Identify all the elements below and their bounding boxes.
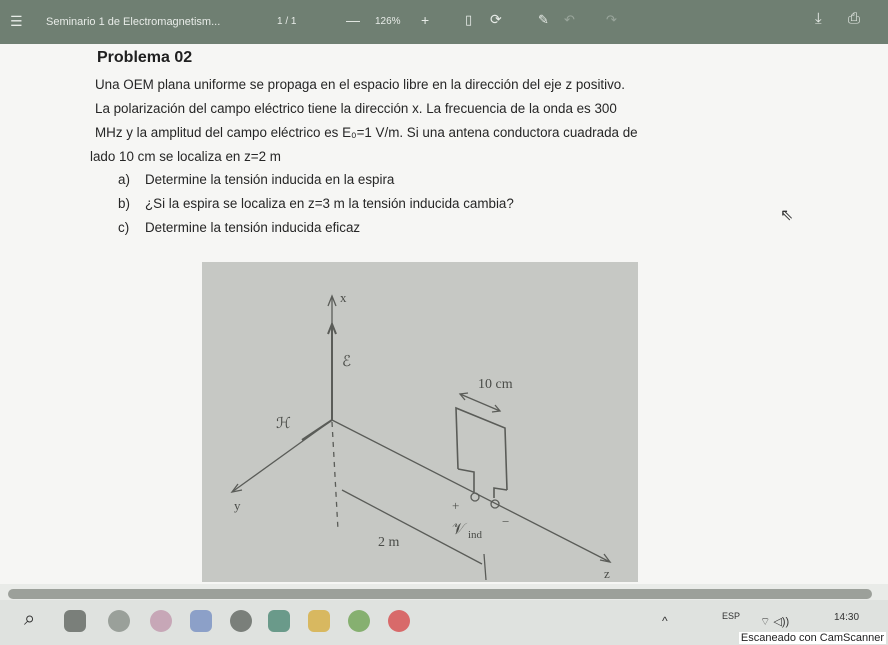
edge-icon[interactable] — [108, 610, 130, 632]
horizontal-scrollbar[interactable] — [8, 589, 872, 599]
chrome-icon[interactable] — [230, 610, 252, 632]
figure-loop-antenna — [202, 262, 638, 582]
terminal-left — [471, 493, 479, 501]
draw-icon[interactable]: ✎ — [538, 12, 549, 27]
h-field-arrow — [302, 420, 332, 440]
page-indicator[interactable]: 1 / 1 — [277, 16, 297, 27]
question-item — [118, 168, 514, 192]
problem-heading: Problema 02 — [97, 49, 193, 66]
language-indicator[interactable]: ESP — [722, 611, 741, 621]
print-icon[interactable]: ⎙ — [848, 10, 861, 27]
dashed-guide-line — [332, 422, 338, 530]
label-distance: 2 m — [378, 535, 400, 550]
rotate-icon[interactable]: ⟳ — [490, 11, 502, 27]
question-letter: b) — [118, 196, 130, 211]
redo-icon[interactable]: ↷ — [606, 12, 617, 27]
loop-lead-right — [494, 488, 507, 498]
document-title: Seminario 1 de Electromagnetism... — [46, 16, 221, 28]
problem-statement — [90, 73, 775, 169]
network-volume-icon[interactable]: ⌔ ◁)) — [760, 616, 790, 628]
question-list — [118, 168, 514, 240]
label-induced-voltage: 𝒱 — [452, 521, 466, 538]
zoom-in-button[interactable]: + — [421, 12, 430, 28]
task-view-icon[interactable] — [64, 610, 86, 632]
file-explorer-icon[interactable] — [308, 610, 330, 632]
label-side-length: 10 cm — [478, 377, 513, 392]
question-letter: c) — [118, 220, 130, 235]
search-icon[interactable]: ⌕ — [24, 608, 36, 630]
tray-expand-icon[interactable]: ^ — [662, 614, 668, 628]
question-text: ¿Si la espira se localiza en z=3 m la tensión inducida cambia? — [145, 196, 514, 211]
scanner-watermark: Escaneado con CamScanner — [740, 632, 884, 644]
label-z: z — [604, 566, 610, 581]
square-loop — [456, 408, 507, 490]
question-item — [118, 216, 514, 240]
figure-diagram — [202, 262, 638, 582]
question-item — [118, 192, 514, 216]
mouse-cursor-icon: ⇖ — [780, 207, 794, 224]
side-dimension-line — [460, 394, 500, 411]
label-h-field: ℋ — [276, 416, 291, 432]
label-e-field: ℰ — [342, 354, 352, 370]
teams-icon[interactable] — [190, 610, 212, 632]
question-text: Determine la tensión inducida eficaz — [145, 220, 361, 235]
app-icon[interactable] — [348, 610, 370, 632]
store-icon[interactable] — [268, 610, 290, 632]
zoom-level[interactable]: 126% — [375, 16, 401, 27]
clock[interactable]: 14:30 — [834, 612, 860, 623]
statement-line: lado 10 cm se localiza en z=2 m — [90, 149, 281, 164]
statement-line: MHz y la amplitud del campo eléctrico es E₀=1 V/m. Si una antena conductora cuadrada de — [95, 125, 638, 140]
distance-tick — [484, 554, 486, 580]
undo-icon[interactable]: ↶ — [564, 12, 575, 27]
label-plus: + — [452, 498, 460, 513]
statement-line: Una OEM plana uniforme se propaga en el espacio libre en la dirección del eje z positivo. — [95, 77, 625, 92]
label-ind-subscript: ind — [468, 529, 483, 541]
zoom-out-button[interactable]: — — [346, 12, 360, 28]
question-letter: a) — [118, 172, 130, 187]
download-icon[interactable]: ⤓ — [815, 10, 822, 27]
copilot-icon[interactable] — [150, 610, 172, 632]
label-y: y — [234, 498, 241, 513]
label-x: x — [340, 290, 347, 305]
pdf-viewer-toolbar — [0, 0, 888, 44]
menu-icon[interactable]: ☰ — [10, 13, 23, 29]
question-text: Determine la tensión inducida en la espira — [145, 172, 395, 187]
label-minus: − — [502, 514, 510, 529]
fit-page-icon[interactable]: ▯ — [465, 12, 473, 27]
statement-line: La polarización del campo eléctrico tiene la dirección x. La frecuencia de la onda es 300 — [95, 101, 617, 116]
brave-icon[interactable] — [388, 610, 410, 632]
